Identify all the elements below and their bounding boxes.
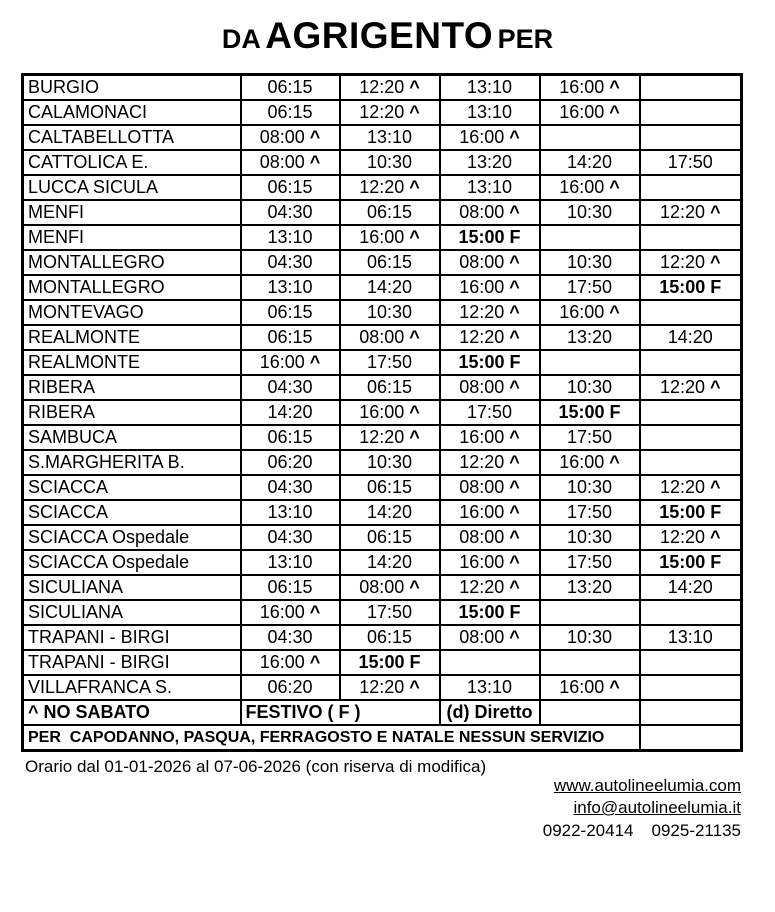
time-cell: 13:10	[340, 125, 440, 150]
time-cell: 13:10	[241, 275, 340, 300]
time-cell: 12:20 ^	[640, 200, 742, 225]
time-cell: 14:20	[640, 575, 742, 600]
time-cell: 16:00 ^	[241, 350, 340, 375]
time-cell: 12:20 ^	[440, 575, 540, 600]
destination-cell: MENFI	[23, 225, 241, 250]
no-saturday-marker: ^	[509, 477, 520, 497]
time-cell: 08:00 ^	[440, 200, 540, 225]
table-row	[23, 625, 742, 650]
phone-number-2: 0925-21135	[651, 821, 741, 840]
table-row	[23, 300, 742, 325]
table-row	[23, 150, 742, 175]
table-row	[23, 575, 742, 600]
time-cell: 12:20 ^	[340, 175, 440, 200]
timetable-footer	[23, 700, 742, 751]
email-link[interactable]: info@autolineelumia.it	[573, 798, 741, 817]
empty-cell	[640, 700, 742, 725]
time-cell: 08:00 ^	[340, 325, 440, 350]
no-saturday-marker: ^	[309, 352, 321, 372]
time-cell: 08:00 ^	[241, 150, 340, 175]
departures-table	[21, 73, 743, 752]
time-cell: 16:00 ^	[241, 600, 340, 625]
destination-cell: TRAPANI - BIRGI	[23, 625, 241, 650]
table-row	[23, 675, 742, 700]
time-cell: 16:00 ^	[540, 175, 640, 200]
no-saturday-marker: ^	[509, 502, 520, 522]
destination-cell: SCIACCA	[23, 475, 241, 500]
legend-row	[23, 700, 742, 725]
no-saturday-marker: ^	[710, 477, 721, 497]
no-saturday-marker: ^	[509, 627, 520, 647]
table-row	[23, 475, 742, 500]
destination-cell: MONTALLEGRO	[23, 250, 241, 275]
time-cell: 04:30	[241, 525, 340, 550]
legend-diretto: (d) Diretto	[440, 700, 540, 725]
no-saturday-marker: ^	[309, 602, 321, 622]
phone-numbers	[543, 820, 741, 842]
time-cell: 13:10	[440, 675, 540, 700]
time-cell: 16:00 ^	[241, 650, 340, 675]
destination-cell: CALAMONACI	[23, 100, 241, 125]
no-saturday-marker: ^	[409, 102, 420, 122]
no-saturday-marker: ^	[509, 277, 520, 297]
table-row	[23, 500, 742, 525]
time-cell: 17:50	[540, 275, 640, 300]
time-cell: 12:20 ^	[440, 450, 540, 475]
time-cell: 13:10	[241, 500, 340, 525]
time-cell: 10:30	[540, 475, 640, 500]
time-cell: 14:20	[540, 150, 640, 175]
time-cell: 06:15	[241, 100, 340, 125]
time-cell: 16:00 ^	[340, 400, 440, 425]
table-row	[23, 525, 742, 550]
time-cell: 13:10	[241, 550, 340, 575]
time-cell: 16:00 ^	[540, 100, 640, 125]
time-cell: 10:30	[340, 450, 440, 475]
time-cell: 12:20 ^	[340, 425, 440, 450]
table-row	[23, 125, 742, 150]
table-row	[23, 250, 742, 275]
empty-cell	[640, 725, 742, 751]
time-cell	[540, 600, 640, 625]
time-cell: 14:20	[340, 550, 440, 575]
time-cell	[640, 650, 742, 675]
time-cell	[640, 175, 742, 200]
time-cell	[640, 350, 742, 375]
time-cell: 12:20 ^	[440, 300, 540, 325]
destination-cell: MONTEVAGO	[23, 300, 241, 325]
time-cell: 04:30	[241, 625, 340, 650]
destination-cell: REALMONTE	[23, 350, 241, 375]
time-cell: 10:30	[540, 375, 640, 400]
no-saturday-marker: ^	[609, 677, 620, 697]
destination-cell: TRAPANI - BIRGI	[23, 650, 241, 675]
time-cell	[640, 675, 742, 700]
no-saturday-marker: ^	[509, 202, 520, 222]
table-row	[23, 75, 742, 101]
destination-cell: SCIACCA Ospedale	[23, 525, 241, 550]
time-cell: 06:15	[241, 300, 340, 325]
time-cell: 13:10	[440, 175, 540, 200]
empty-cell	[540, 700, 640, 725]
time-cell: 08:00 ^	[241, 125, 340, 150]
no-saturday-marker: ^	[609, 102, 620, 122]
time-cell: 10:30	[540, 625, 640, 650]
no-saturday-marker: ^	[409, 77, 420, 97]
table-row	[23, 400, 742, 425]
time-cell: 16:00 ^	[540, 675, 640, 700]
no-saturday-marker: ^	[509, 302, 520, 322]
table-row	[23, 650, 742, 675]
time-cell: 08:00 ^	[440, 525, 540, 550]
destination-cell: MONTALLEGRO	[23, 275, 241, 300]
time-cell: 16:00 ^	[440, 550, 540, 575]
time-cell: 15:00 F	[340, 650, 440, 675]
destination-cell: MENFI	[23, 200, 241, 225]
table-row	[23, 275, 742, 300]
time-cell	[640, 400, 742, 425]
time-cell: 12:20 ^	[640, 375, 742, 400]
time-cell	[640, 425, 742, 450]
time-cell: 13:10	[241, 225, 340, 250]
destination-cell: SAMBUCA	[23, 425, 241, 450]
time-cell: 17:50	[340, 600, 440, 625]
time-cell	[640, 225, 742, 250]
destination-cell: CATTOLICA E.	[23, 150, 241, 175]
table-row	[23, 550, 742, 575]
holiday-note: PER CAPODANNO, PASQUA, FERRAGOSTO E NATALE NESSUN SERVIZIO	[23, 725, 640, 751]
time-cell: 16:00 ^	[540, 75, 640, 101]
time-cell: 15:00 F	[540, 400, 640, 425]
time-cell: 06:15	[241, 425, 340, 450]
time-cell: 10:30	[540, 525, 640, 550]
destination-cell: CALTABELLOTTA	[23, 125, 241, 150]
time-cell: 12:20 ^	[640, 475, 742, 500]
time-cell	[640, 450, 742, 475]
table-row	[23, 450, 742, 475]
time-cell: 13:10	[440, 75, 540, 101]
table-row	[23, 200, 742, 225]
time-cell	[640, 600, 742, 625]
no-saturday-marker: ^	[509, 252, 520, 272]
time-cell: 10:30	[340, 300, 440, 325]
destination-cell: REALMONTE	[23, 325, 241, 350]
no-saturday-marker: ^	[509, 527, 520, 547]
time-cell: 06:15	[241, 575, 340, 600]
time-cell: 12:20 ^	[340, 675, 440, 700]
table-row	[23, 325, 742, 350]
title-suffix: PER	[497, 24, 554, 54]
time-cell: 15:00 F	[640, 550, 742, 575]
time-cell: 17:50	[540, 425, 640, 450]
legend-festivo: FESTIVO ( F )	[241, 700, 440, 725]
time-cell: 13:10	[640, 625, 742, 650]
time-cell: 08:00 ^	[440, 625, 540, 650]
time-cell: 06:15	[340, 375, 440, 400]
destination-cell: BURGIO	[23, 75, 241, 101]
no-saturday-marker: ^	[409, 327, 420, 347]
time-cell: 12:20 ^	[340, 75, 440, 101]
time-cell: 16:00 ^	[440, 275, 540, 300]
time-cell: 14:20	[241, 400, 340, 425]
time-cell	[540, 125, 640, 150]
destination-cell: SICULIANA	[23, 575, 241, 600]
time-cell: 13:10	[440, 100, 540, 125]
table-row	[23, 175, 742, 200]
time-cell: 13:20	[540, 575, 640, 600]
no-saturday-marker: ^	[409, 402, 420, 422]
time-cell: 06:15	[340, 250, 440, 275]
time-cell: 15:00 F	[640, 500, 742, 525]
time-cell: 04:30	[241, 200, 340, 225]
time-cell: 16:00 ^	[440, 500, 540, 525]
time-cell: 17:50	[540, 550, 640, 575]
time-cell: 08:00 ^	[340, 575, 440, 600]
no-saturday-marker: ^	[309, 127, 321, 147]
time-cell	[640, 100, 742, 125]
no-saturday-marker: ^	[609, 77, 620, 97]
no-saturday-marker: ^	[509, 327, 520, 347]
time-cell: 15:00 F	[440, 600, 540, 625]
destination-cell: S.MARGHERITA B.	[23, 450, 241, 475]
time-cell	[540, 650, 640, 675]
page-title	[0, 0, 775, 64]
time-cell: 04:30	[241, 375, 340, 400]
website-link[interactable]: www.autolineelumia.com	[553, 776, 741, 795]
time-cell: 06:15	[241, 75, 340, 101]
no-saturday-marker: ^	[509, 452, 520, 472]
time-cell: 15:00 F	[640, 275, 742, 300]
no-saturday-marker: ^	[710, 527, 721, 547]
time-cell: 16:00 ^	[540, 300, 640, 325]
time-cell: 17:50	[540, 500, 640, 525]
time-cell: 12:20 ^	[340, 100, 440, 125]
time-cell: 04:30	[241, 475, 340, 500]
time-cell: 06:15	[241, 175, 340, 200]
destination-cell: VILLAFRANCA S.	[23, 675, 241, 700]
time-cell: 06:15	[340, 200, 440, 225]
table-row	[23, 225, 742, 250]
destination-cell: RIBERA	[23, 400, 241, 425]
no-saturday-marker: ^	[609, 452, 620, 472]
time-cell: 16:00 ^	[440, 125, 540, 150]
time-cell: 17:50	[440, 400, 540, 425]
table-row	[23, 600, 742, 625]
time-cell: 14:20	[340, 275, 440, 300]
no-saturday-marker: ^	[509, 377, 520, 397]
no-saturday-marker: ^	[609, 177, 620, 197]
table-row	[23, 100, 742, 125]
time-cell: 06:20	[241, 450, 340, 475]
no-saturday-marker: ^	[409, 227, 420, 247]
time-cell: 16:00 ^	[340, 225, 440, 250]
holiday-row	[23, 725, 742, 751]
table-row	[23, 350, 742, 375]
time-cell: 06:15	[241, 325, 340, 350]
time-cell: 06:15	[340, 475, 440, 500]
time-cell: 04:30	[241, 250, 340, 275]
no-saturday-marker: ^	[509, 427, 520, 447]
no-saturday-marker: ^	[509, 552, 520, 572]
time-cell	[640, 300, 742, 325]
time-cell: 16:00 ^	[440, 425, 540, 450]
no-saturday-marker: ^	[509, 127, 520, 147]
no-saturday-marker: ^	[710, 252, 721, 272]
time-cell: 12:20 ^	[440, 325, 540, 350]
phone-number-1: 0922-20414	[542, 821, 634, 840]
no-saturday-marker: ^	[609, 302, 620, 322]
time-cell: 15:00 F	[440, 225, 540, 250]
title-main: AGRIGENTO	[265, 15, 494, 56]
time-cell: 08:00 ^	[440, 375, 540, 400]
time-cell	[640, 125, 742, 150]
no-saturday-marker: ^	[509, 577, 520, 597]
no-saturday-marker: ^	[710, 202, 721, 222]
no-saturday-marker: ^	[309, 152, 321, 172]
time-cell	[540, 225, 640, 250]
title-prefix: DA	[221, 24, 261, 54]
time-cell: 12:20 ^	[640, 525, 742, 550]
time-cell: 16:00 ^	[540, 450, 640, 475]
no-saturday-marker: ^	[710, 377, 721, 397]
destination-cell: SICULIANA	[23, 600, 241, 625]
legend-no-sabato: ^ NO SABATO	[23, 700, 241, 725]
time-cell: 13:20	[540, 325, 640, 350]
time-cell: 17:50	[640, 150, 742, 175]
time-cell: 08:00 ^	[440, 475, 540, 500]
contact-block	[543, 775, 741, 842]
timetable-body	[23, 75, 742, 701]
time-cell: 12:20 ^	[640, 250, 742, 275]
table-row	[23, 375, 742, 400]
no-saturday-marker: ^	[309, 652, 321, 672]
destination-cell: SCIACCA	[23, 500, 241, 525]
destination-cell: RIBERA	[23, 375, 241, 400]
destination-cell: SCIACCA Ospedale	[23, 550, 241, 575]
time-cell: 10:30	[540, 200, 640, 225]
time-cell: 14:20	[640, 325, 742, 350]
time-cell	[540, 350, 640, 375]
time-cell: 06:15	[340, 525, 440, 550]
no-saturday-marker: ^	[409, 177, 420, 197]
time-cell: 06:20	[241, 675, 340, 700]
time-cell: 14:20	[340, 500, 440, 525]
destination-cell: LUCCA SICULA	[23, 175, 241, 200]
time-cell	[440, 650, 540, 675]
no-saturday-marker: ^	[409, 677, 420, 697]
time-cell: 10:30	[540, 250, 640, 275]
time-cell: 13:20	[440, 150, 540, 175]
validity-note: Orario dal 01-01-2026 al 07-06-2026 (con riserva di modifica)	[25, 757, 487, 776]
time-cell: 08:00 ^	[440, 250, 540, 275]
time-cell: 15:00 F	[440, 350, 540, 375]
no-saturday-marker: ^	[409, 577, 420, 597]
time-cell	[640, 75, 742, 101]
no-saturday-marker: ^	[409, 427, 420, 447]
table-row	[23, 425, 742, 450]
time-cell: 06:15	[340, 625, 440, 650]
time-cell: 10:30	[340, 150, 440, 175]
time-cell: 17:50	[340, 350, 440, 375]
